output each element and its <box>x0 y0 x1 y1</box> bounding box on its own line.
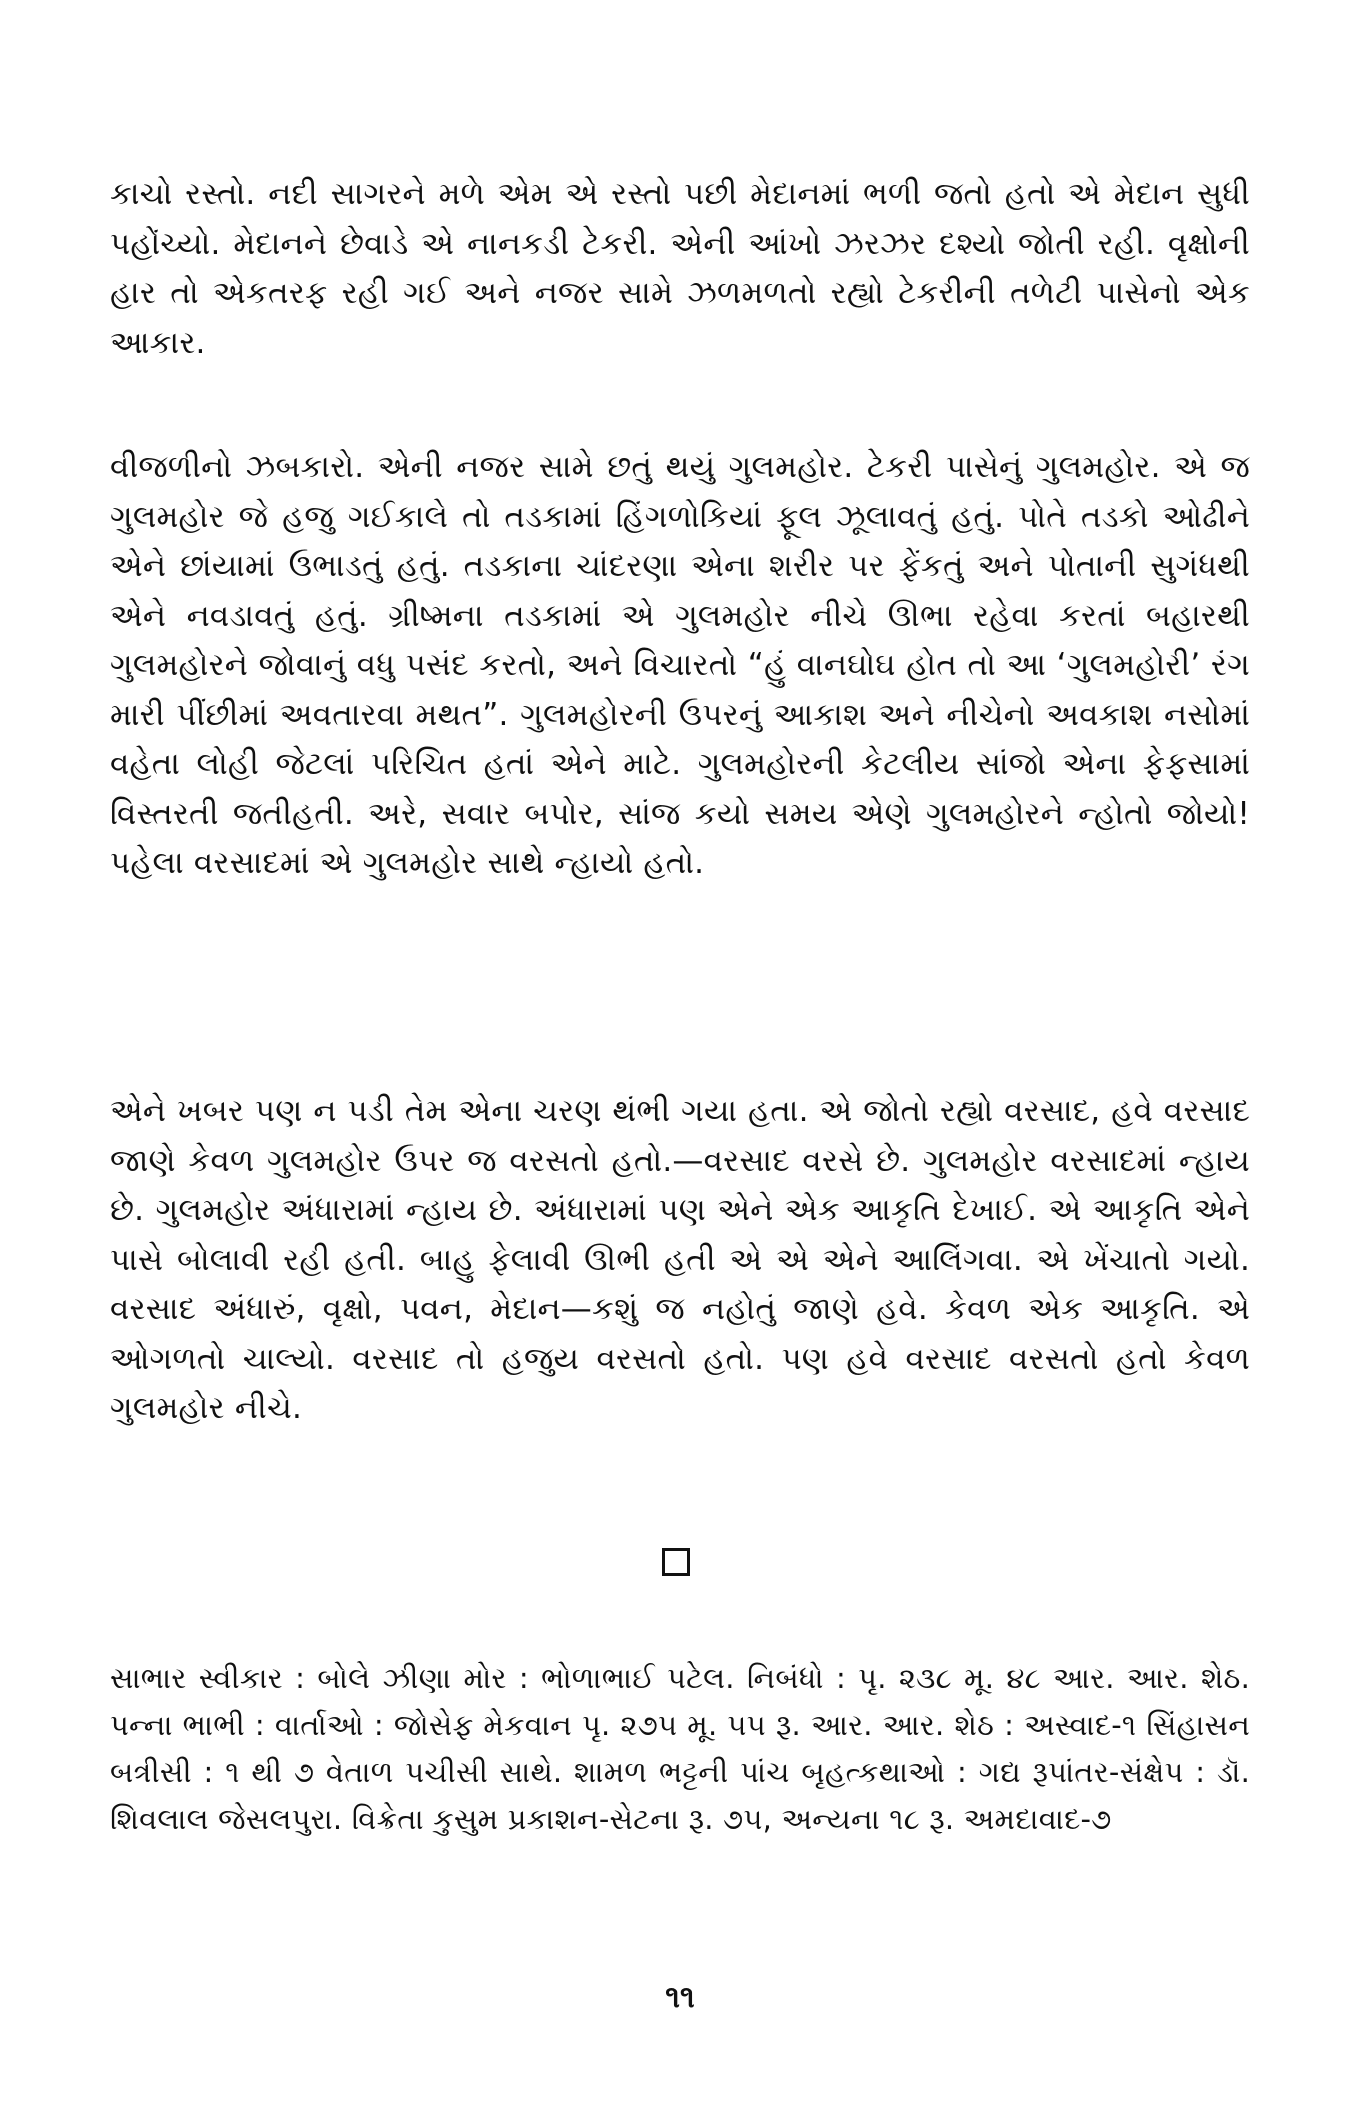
acknowledgement-notice: સાભાર સ્વીકાર : બોલે ઝીણા મોર : ભોળાભાઈ પટેલ. નિબંધો : પૃ. ૨૩૮ મૂ. ૪૮ આર. આર. શેઠ. પન્ના ભાભી : વાર્તાઓ : જોસેફ મેકવાન પૃ. ૨૭૫ મૂ. ૫૫ રૂ. આર. આર. શેઠ : અસ્વાદ-૧ સિંહાસન બત્રીસી : ૧ થી ૭ વેતાળ પચીસી સાથે. શામળ ભટ્ટની પાંચ બૃહત્કથાઓ : ગદ્ય રૂપાંતર-સંક્ષેપ : ડૉ. શિવલાલ જેસલપુરા. વિક્રેતા કુસુમ પ્રકાશન-સેટના રૂ. ૭૫, અન્યના ૧૮ રૂ. અમદાવાદ-૭ <box>110 1661 1250 1836</box>
page-number: ૧૧ <box>665 1980 695 2015</box>
paragraph-3: એને ખબર પણ ન પડી તેમ એના ચરણ થંભી ગયા હતા. એ જોતો રહ્યો વરસાદ, હવે વરસાદ જાણે કેવળ ગુલમહોર ઉપર જ વરસતો હતો.—વરસાદ વરસે છે. ગુલમહોર વરસાદમાં ન્હાય છે. ગુલમહોર અંધારામાં ન્હાય છે. અંધારામાં પણ એને એક આકૃતિ દેખાઈ. એ આકૃતિ એને પાસે બોલાવી રહી હતી. બાહુ ફેલાવી ઊભી હતી એ એ એને આલિંગવા. એ ખેંચાતો ગયો. વરસાદ અંધારું, વૃક્ષો, પવન, મેદાન—કશું જ નહોતું જાણે હવે. કેવળ એક આકૃતિ. એ ઓગળતો ચાલ્યો. વરસાદ તો હજુય વરસતો હતો. પણ હવે વરસાદ વરસતો હતો કેવળ ગુલમહોર નીચે. <box>110 1093 1250 1426</box>
square-outline-icon <box>662 1548 690 1576</box>
paragraph-2: વીજળીનો ઝબકારો. એની નજર સામે છતું થયું ગુલમહોર. ટેકરી પાસેનું ગુલમહોર. એ જ ગુલમહોર જે હજુ ગઈકાલે તો તડકામાં હિંગળોકિયાં ફૂલ ઝૂલાવતું હતું. પોતે તડકો ઓઢીને એને છાંયામાં ઉભાડતું હતું. તડકાના ચાંદરણા એના શરીર પર ફેંકતું અને પોતાની સુગંધથી એને નવડાવતું હતું. ગ્રીષ્મના તડકામાં એ ગુલમહોર નીચે ઊભા રહેવા કરતાં બહારથી ગુલમહોરને જોવાનું વધુ પસંદ કરતો, અને વિચારતો “હું વાનઘોઘ હોત તો આ ‘ગુલમહોરી’ રંગ મારી પીંછીમાં અવતારવા મથત”. ગુલમહોરની ઉપરનું આકાશ અને નીચેનો અવકાશ નસોમાં વહેતા લોહી જેટલાં પરિચિત હતાં એને માટે. ગુલમહોરની કેટલીય સાંજો એના ફેફસામાં વિસ્તરતી જતીહતી. અરે, સવાર બપોર, સાંજ કયો સમય એણે ગુલમહોરને ન્હોતો જોયો! પહેલા વરસાદમાં એ ગુલમહોર સાથે ન્હાયો હતો. <box>110 449 1250 881</box>
paragraph-1: કાચો રસ્તો. નદી સાગરને મળે એમ એ રસ્તો પછી મેદાનમાં ભળી જતો હતો એ મેદાન સુધી પહોંચ્યો. મેદાનને છેવાડે એ નાનકડી ટેકરી. એની આંખો ઝરઝર દશ્યો જોતી રહી. વૃક્ષોની હાર તો એકતરફ રહી ગઈ અને નજર સામે ઝળમળતો રહ્યો ટેકરીની તળેટી પાસેનો એક આકાર. <box>110 176 1250 361</box>
